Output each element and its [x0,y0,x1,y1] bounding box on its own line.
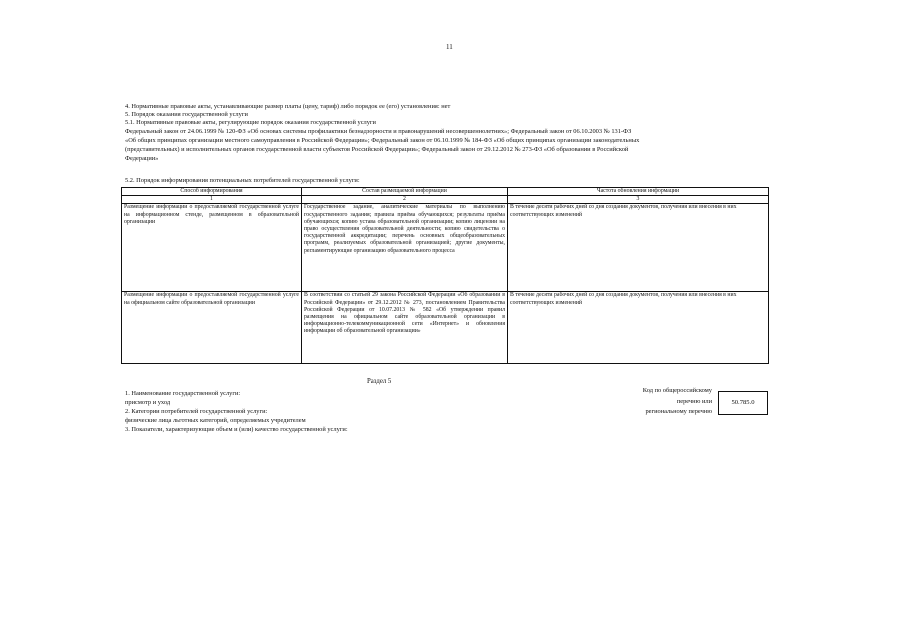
content-cell: Государственное задание, аналитические материалы по выполнению государственного задания; правила приёма обучающихся; результаты приёма обучающихся; копию устава образовательной организации; копию лицензии на право осуществления образовательной деятельности; копию свидетельства о государственной аккредитации; перечень основных общеобразовательных программ, реализуемых образовательной организацией; другие документы, регламентирующие организацию образовательного процесса [302,204,508,292]
section5-1-heading: 5.1. Нормативные правовые акты, регулирующие порядок оказания государственной услуги [125,119,376,126]
table-header-row [122,188,769,196]
section5-1-line2: «Об общих принципах организации местного самоуправления в Российской Федерации»; Федеральный закон от 06.10.1999 № 184-ФЗ «Об общих принципах организации законодательных [125,137,640,144]
method-cell: Размещение информации о предоставляемой государственной услуге на официальном сайте образовательной организации [122,292,302,364]
method-cell: Размещение информации о предоставляемой государственной услуге на информационном стенде, размещенном в образовательной организации [122,204,302,292]
table-row [122,292,769,364]
content-cell: В соответствии со статьей 29 закона Российской Федерации «Об образовании в Российской Федерации» от 29.12.2012 № 273, постановлением Правительства Российской Федерации от 10.07.2013 № 582 «Об утверждении правил размещения на официальном сайте образовательной организации в информационно-телекоммуникационной сети «Интернет» и обновления информации об образовательной организации» [302,292,508,364]
table-row [122,204,769,292]
indicators-label: 3. Показатели, характеризующие объем и (или) качество государственной услуги: [125,426,348,433]
column-number: 3 [508,196,769,204]
okud-label-line3: региональному перечню [645,408,712,415]
page-number: 11 [446,43,453,51]
okud-label-line2: перечню или [676,398,712,405]
information-table [121,187,769,364]
service-name-value: присмотр и уход [125,399,171,406]
frequency-cell: В течение десяти рабочих дней со дня создания документов, получения или внесения в них соответствующих изменений [508,292,769,364]
header-frequency: Частота обновления информации [508,188,769,196]
okud-code-box: 50.785.0 [718,391,768,415]
consumer-category-label: 2. Категории потребителей государственной услуги: [125,408,268,415]
section5-1-line4: Федерации» [125,155,159,162]
consumer-category-value: физические лица льготных категорий, определяемых учредителем [125,417,306,424]
column-number: 2 [302,196,508,204]
frequency-cell: В течение десяти рабочих дней со дня создания документов, получения или внесения в них соответствующих изменений [508,204,769,292]
header-content: Состав размещаемой информации [302,188,508,196]
section5-1-line1: Федеральный закон от 24.06.1999 № 120-ФЗ «Об основах системы профилактики безнадзорности и правонарушений несовершеннолетних»; Федеральный закон от 06.10.2003 № 131-ФЗ [125,128,632,135]
part-title: Раздел 5 [367,378,392,385]
section4-line: 4. Нормативные правовые акты, устанавливающие размер платы (цену, тариф) либо порядок ее (его) установления: нет [125,103,451,110]
table-number-row [122,196,769,204]
section5-1-line3: (представительных) и исполнительных органов государственной власти субъектов Российской Федерации»; Федеральный закон от 29.12.2012 № 273-ФЗ «Об образовании в Российской [125,146,629,153]
okud-label-line1: Код по общероссийскому [642,387,712,394]
service-name-label: 1. Наименование государственной услуги: [125,390,241,397]
section5-heading: 5. Порядок оказания государственной услуги [125,111,248,118]
column-number: 1 [122,196,302,204]
section5-2-heading: 5.2. Порядок информирования потенциальных потребителей государственной услуги: [125,177,360,184]
header-method: Способ информирования [122,188,302,196]
